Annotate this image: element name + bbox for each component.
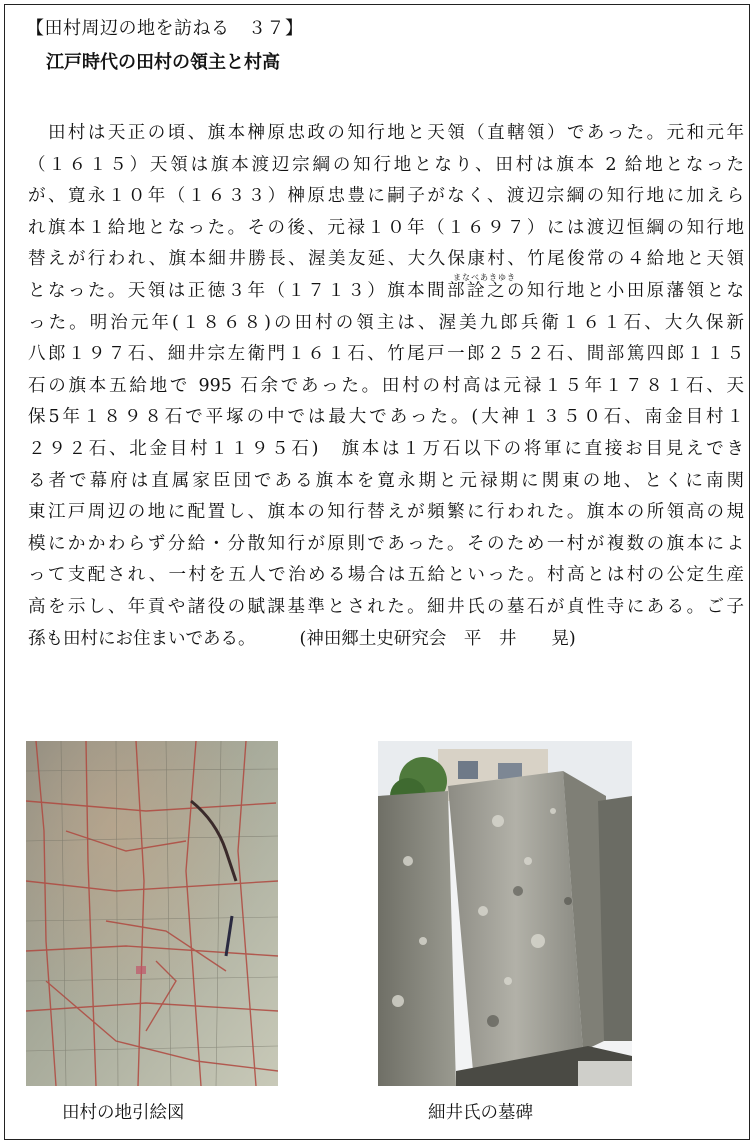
body-line-text: 孫も田村にお住まいである。 (28, 628, 256, 649)
body-line: 模にかかわらず分給・分散知行が原則であった。そのため一村が複数の旗本によ (28, 533, 744, 554)
body-line-text: となった。天領は正徳３年（１７１３）旗本間部詮之の知行地と小田原藩領とな (28, 280, 744, 301)
article-body (28, 118, 744, 655)
body-line: （１６１５）天領は旗本渡辺宗綱の知行地となり、田村は旗本 2 給地となった (28, 154, 744, 175)
gravestone-photo (378, 741, 632, 1086)
furigana-ruby: まなべあきゆき (453, 272, 516, 282)
body-line: 八郎１９７石、細井宗左衛門１６１石、竹尾戸一郎２５２石、間部篤四郎１１５ (28, 344, 744, 365)
body-line-last (28, 624, 744, 656)
body-line: 高を示し、年貢や諸役の賦課基準とされた。細井氏の墓石が貞性寺にある。ご子 (28, 596, 744, 617)
body-line: ２９２石、北金目村１１９５石) 旗本は１万石以下の将軍に直接お目見えでき (28, 438, 744, 459)
body-line: れ旗本１給地となった。その後、元禄１０年（１６９７）には渡辺恒綱の知行地 (28, 217, 744, 238)
map-caption: 田村の地引絵図 (62, 1103, 185, 1123)
series-heading: 【田村周辺の地を訪ねる ３７】 (26, 18, 304, 39)
body-line: 石の旗本五給地で 995 石余であった。田村の村高は元禄１５年１７８１石、天 (28, 375, 744, 396)
gravestone-caption: 細井氏の墓碑 (428, 1103, 533, 1123)
article-title: 江戸時代の田村の領主と村高 (46, 52, 280, 73)
author-credit: (神田郷土史研究会 平 井 晃) (299, 628, 576, 649)
body-line: が、寛永１０年（１６３３）榊原忠豊に嗣子がなく、渡辺宗綱の知行地に加えら (28, 186, 744, 207)
body-line: 替えが行われ、旗本細井勝長、渥美友延、大久保康村、竹尾俊常の４給地と天領 (28, 249, 744, 270)
body-line: って支配され、一村を五人で治める場合は五給といった。村高とは村の公定生産 (28, 565, 744, 586)
body-line: 田村は天正の頃、旗本榊原忠政の知行地と天領（直轄領）であった。元和元年 (28, 123, 744, 143)
body-line: る者で幕府は直属家臣団である旗本を寛永期と元禄期に関東の地、とくに南関 (28, 470, 744, 491)
body-line-with-ruby (28, 272, 744, 308)
body-line: 東江戸周辺の地に配置し、旗本の知行替えが頻繁に行われた。旗本の所領高の規 (28, 502, 744, 523)
map-photo (26, 741, 278, 1086)
body-line: った。明治元年(１８６８)の田村の領主は、渥美九郎兵衛１６１石、大久保新 (28, 312, 744, 333)
body-line: 保5年１８９８石で平塚の中では最大であった。(大神１３５０石、南金目村１ (28, 407, 744, 428)
